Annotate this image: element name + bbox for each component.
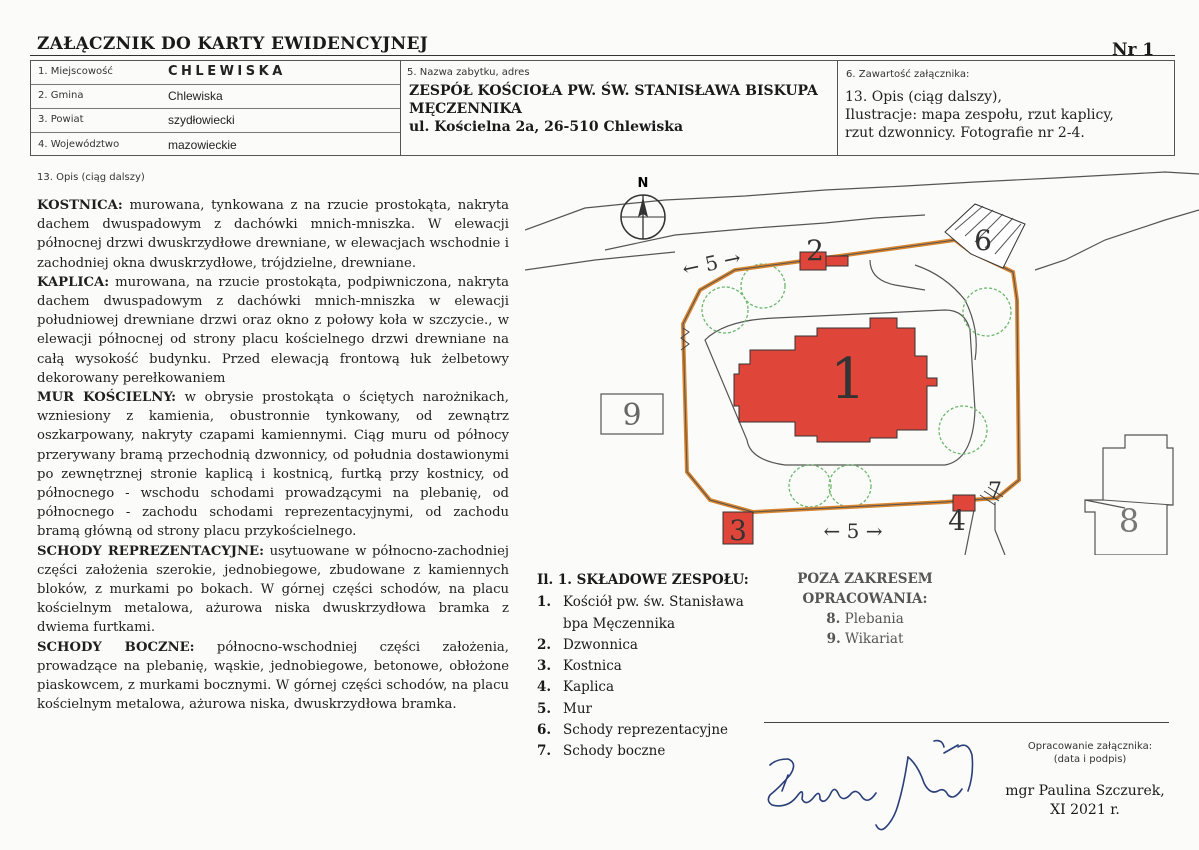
prepared-label: Opracowanie załącznika: (data i podpis) [1027,741,1153,765]
map-label-belfry: 2 [806,234,824,267]
row-divider [31,108,400,109]
outline-line [915,265,976,360]
county-label: 3. Powiat [38,114,84,125]
voivodeship-label: 4. Województwo [38,139,120,150]
tree [702,287,748,333]
components-legend [537,570,763,763]
preparation-date: XI 2021 r. [1050,802,1120,818]
tree [741,264,785,308]
column-divider [837,61,838,155]
legend-item: 5. Mur [537,700,592,717]
section-label: 13. Opis (ciąg dalszy) [37,172,145,183]
handwritten-signature [758,735,988,835]
town-value: CHLEWISKA [168,64,286,79]
north-arrow [621,176,665,239]
outside-item: 8. Plebania [826,611,904,627]
map-label-rectory: 8 [1118,502,1140,540]
title-rule [30,55,1175,56]
header-table [30,60,1175,156]
outline-line [525,252,675,270]
tree [829,465,871,507]
legend-item: 7. Schody boczne [537,743,666,760]
belfry-annex [826,256,848,266]
commune-label: 2. Gmina [38,90,84,101]
outline-line [1035,210,1199,270]
north-pointer [638,197,648,217]
row-divider [31,84,400,85]
desc-kostnica: KOSTNICA: murowana, tynkowana z na rzucie prostokąta, nakryta dachem dwuspadowym z dachówki mnich-mniszka. W elewacji północnej drzwi dwuskrzydłowe drewniane, w elewacjach wschodnie i zachodniej okna dwuskrzydłowe, trójdzielne, drewniane. [37,198,509,271]
document-title: ZAŁĄCZNIK DO KARTY EWIDENCYJNEJ [37,34,429,54]
content-label: 6. Zawartość załącznika: [846,69,970,80]
author-name: mgr Paulina Szczurek, [1005,783,1165,799]
county-value: szydłowiecki [168,113,235,127]
outside-item: 9. Wikariat [826,631,904,647]
desc-schody-rep: SCHODY REPREZENTACYJNE: usytuowane w północno-zachodniej części założenia szerokie, jednobiegowe, zbudowane z kamiennych bloków, z murkami po bokach. W górnej części schodów, na placu kościelnym metalowa, ażurowa niska dwuskrzydłowa bramka z dwiema furtkami. [37,543,510,636]
desc-schody-boczne: SCHODY BOCZNE: północno-wschodniej części założenia, prowadzące na plebanię, wąskie, jednobiegowe, betonowe, obłożone piaskowcem, z murkami bocznymi. W górnej części schodów, na placu kościelnym metalowa, ażurowa niska, dwuskrzydłowa bramka. [37,639,509,713]
outline-line [605,215,925,250]
attachment-number: Nr 1 [1112,40,1155,60]
map-label-ossuary: 3 [729,514,747,547]
outside-heading: OPRACOWANIA: [802,591,928,607]
outline-line [965,505,975,555]
monument-name: ZESPÓŁ KOŚCIOŁA PW. ŚW. STANISŁAWA BISKUPA MĘCZENNIKA ul. Kościelna 2a, 26-510 Chlewiska [409,83,818,135]
row-divider [31,132,400,133]
column-divider [400,61,401,155]
legend-heading: Il. 1. SKŁADOWE ZESPOŁU: [537,572,749,588]
town-label: 1. Miejscowość [38,66,113,77]
legend-item: 6. Schody reprezentacyjne [537,722,729,739]
legend-item: bpa Męczennika [563,615,676,632]
map-label-wall-south: ← 5 → [823,519,883,543]
map-label-chapel: 4 [948,504,966,537]
description-text [37,196,509,714]
outside-heading: POZA ZAKRESEM [797,571,933,587]
outline-line [525,172,1199,230]
desc-kaplica: KAPLICA: murowana, na rzucie prostokąta, podpiwniczona, nakryta dachem dwuspadowym z dachówki mnich-mniszka w elewacji południowej drewniane drzwi oraz okno z połowy koła w szczycie., w elewacji północnej od strony placu kościelnego drzwi drewniane na całą wysokość budynku. Przed elewacją frontową łuk żelbetowy dekorowany perełkowaniem [37,274,509,386]
outline-line [870,260,925,290]
tree [789,465,831,507]
desc-mur: MUR KOŚCIELNY: w obrysie prostokąta o ściętych narożnikach, wzniesiony z kamienia, obustronnie tynkowany, od zewnątrz oszkarpowany, nakryty czapami kamiennymi. Ciąg muru od północy przerywany bramą przechodnią dzwonnicy, od południa dostawionymi po zewnętrznej stronie kaplicą i kostnicą, furtką przy kostnicy, od północnego - wschodu schodami prowadzącymi na plebanię, od północnego - zachodu schodami reprezentacyjnymi, od zachodu bramą główną od strony placu przykościelnego. [37,390,509,540]
map-label-side-stairs: 7 [988,479,1002,504]
outside-scope-legend [795,569,935,649]
signature-rule [764,722,1169,723]
north-label: N [637,176,649,191]
map-label-vicarage: 9 [622,398,642,433]
tree [939,406,987,454]
outline-line [995,502,1005,555]
voivodeship-value: mazowieckie [168,138,237,152]
legend-item: 1. Kościół pw. św. Stanisława [537,594,744,611]
monument-label: 5. Nazwa zabytku, adres [407,67,530,78]
attachment-content: 13. Opis (ciąg dalszy), Ilustracje: mapa zespołu, rzut kaplicy, rzut dzwonnicy. Fotografie nr 2-4. [845,89,1114,141]
map-label-main-stairs: 6 [974,224,992,257]
map-label-wall-north: ← 5 → [680,245,743,282]
map-label-church: 1 [830,347,866,412]
legend-item: 2. Dzwonnica [537,636,638,653]
site-map [525,160,1199,555]
legend-item: 4. Kaplica [537,679,615,696]
author-signature-block [990,782,1180,820]
commune-value: Chlewiska [168,89,223,103]
legend-item: 3. Kostnica [537,658,622,675]
